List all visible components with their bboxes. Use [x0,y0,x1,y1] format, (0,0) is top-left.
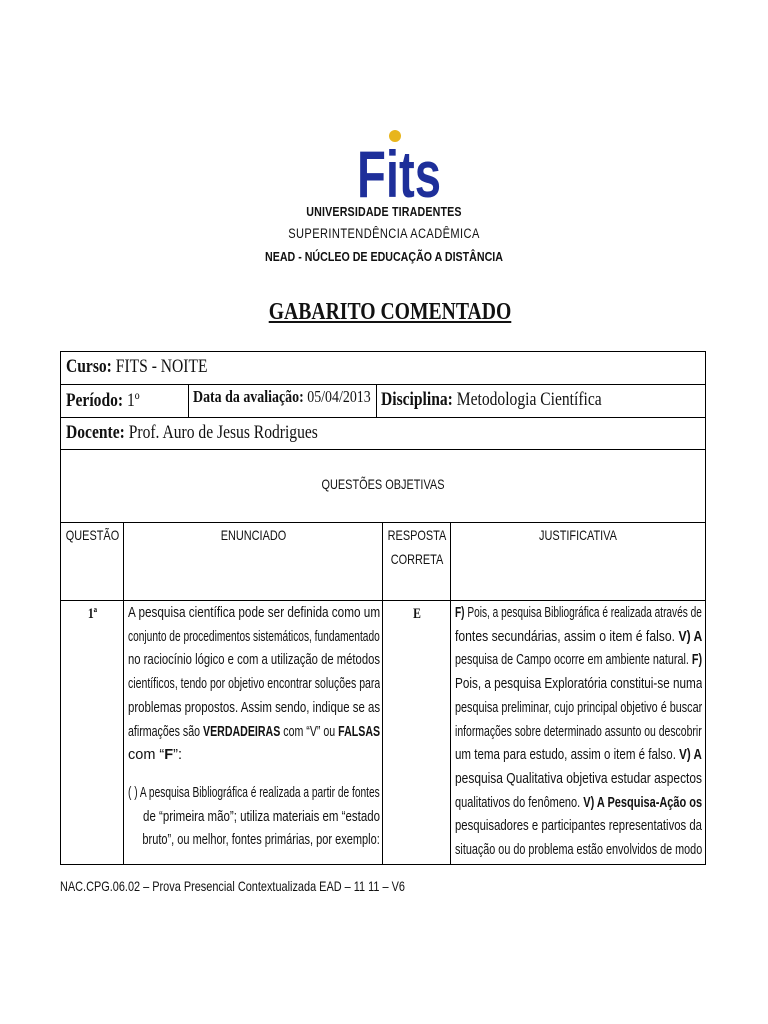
periodo-label: Período: [66,390,124,411]
justificativa-line [455,649,702,673]
answer-tag: V) A [679,747,702,764]
curso-row [61,352,705,385]
falsas-emphasis: FALSAS [338,723,380,740]
enunciado-line-6 [128,721,380,745]
col-resposta [383,523,451,601]
row1-enunciado-text [128,602,380,864]
answer-tag: F) [455,605,465,621]
item-line: de “primeira mão”; utiliza materiais em “estado [143,808,380,825]
periodo-value: 1º [127,390,140,411]
enunciado-line: A pesquisa científica pode ser definida como um [128,605,380,621]
periodo-cell [61,385,189,418]
docente-row [61,418,705,450]
enunciado-spacer [128,768,380,782]
row1-questao [61,601,124,865]
col-enunciado [124,523,383,601]
col-resposta-label-2: CORRETA [390,551,444,567]
enunciado-line: no raciocínio lógico e com a utilização de métodos [128,652,380,669]
curso-value: FITS - NOITE [115,356,208,377]
justificativa-line: situação ou do problema estão envolvidos de modo [455,842,702,859]
justificativa-text: qualitativos do fenômeno. [455,794,584,811]
row1-questao-number: 1ª [87,606,98,622]
justificativa-text: um tema para estudo, assim o item é falso. [455,747,680,764]
justificativa-line: pesquisa Qualitativa objetiva estudar aspectos [455,770,702,787]
justificativa-text: Pois, a pesquisa Bibliográfica é realizada através de [464,605,702,621]
page-title: GABARITO COMENTADO [268,299,512,325]
disciplina-value: Metodologia Científica [456,389,602,410]
col-justificativa-label: JUSTIFICATIVA [539,527,617,543]
data-value: 05/04/2013 [307,387,371,406]
section-row [61,450,705,523]
row1-resposta [383,601,451,865]
verdadeiras-emphasis: VERDADEIRAS [202,723,281,740]
enunciado-line-7 [128,744,380,768]
col-enunciado-label: ENUNCIADO [220,527,287,543]
col-questao-label: QUESTÃO [65,527,120,543]
justificativa-line [455,626,702,650]
enunciado-text: ”: [173,747,182,764]
enunciado-text: com “V” ou [280,723,339,740]
justificativa-line: pesquisa preliminar, cujo principal objetivo é buscar [455,699,702,716]
data-label: Data da avaliação: [193,387,304,406]
justificativa-text: pesquisa de Campo ocorre em ambiente natural. [455,652,692,669]
justificativa-line [455,744,702,768]
justificativa-text: fontes secundárias, assim o item é falso. [455,628,679,645]
answer-tag: F) [691,652,702,669]
f-emphasis: F [164,747,174,764]
enunciado-text: com “ [128,747,165,764]
row1-justificativa-text [455,602,702,864]
data-cell [189,385,377,418]
row1-resposta-value: E [413,606,421,622]
document-footer: NAC.CPG.06.02 – Prova Presencial Contextualizada EAD – 11 11 – V6 [60,878,405,894]
col-questao [61,523,124,601]
col-resposta-label-1: RESPOSTA [387,527,447,543]
enunciado-text: afirmações são [128,723,203,740]
justificativa-line: pesquisadores e participantes representativos da [455,818,702,835]
docente-value: Prof. Auro de Jesus Rodrigues [128,422,318,443]
logo-text: Fits [357,137,441,201]
docente-label: Docente: [66,422,125,443]
enunciado-line: conjunto de procedimentos sistemáticos, fundamentado [128,628,380,645]
item-line: bruto”, ou melhor, fontes primárias, por exemplo: [142,832,380,849]
nead-name: NEAD - NÚCLEO DE EDUCAÇÃO A DISTÂNCIA [265,249,503,264]
answer-tag: V) A [678,628,702,645]
enunciado-line: científicos, tendo por objetivo encontrar soluções para [128,676,380,693]
justificativa-line [455,792,702,816]
justificativa-line: Pois, a pesquisa Exploratória constitui-se numa [455,676,702,693]
superintendence-name: SUPERINTENDÊNCIA ACADÊMICA [288,226,480,241]
enunciado-line: problemas propostos. Assim sendo, indique se as [128,699,380,716]
item-line: ( ) A pesquisa Bibliográfica é realizada a partir de fontes [128,784,380,801]
curso-label: Curso: [66,356,112,377]
col-justificativa [451,523,705,601]
section-title: QUESTÕES OBJETIVAS [321,476,445,492]
disciplina-cell [377,385,705,418]
justificativa-line [455,602,702,626]
answer-tag: V) A Pesquisa-Ação os [583,794,702,811]
institution-name: UNIVERSIDADE TIRADENTES [306,204,462,219]
disciplina-label: Disciplina: [381,389,453,410]
justificativa-line: informações sobre determinado assunto ou descobrir [455,723,702,740]
fits-logo [355,127,443,201]
